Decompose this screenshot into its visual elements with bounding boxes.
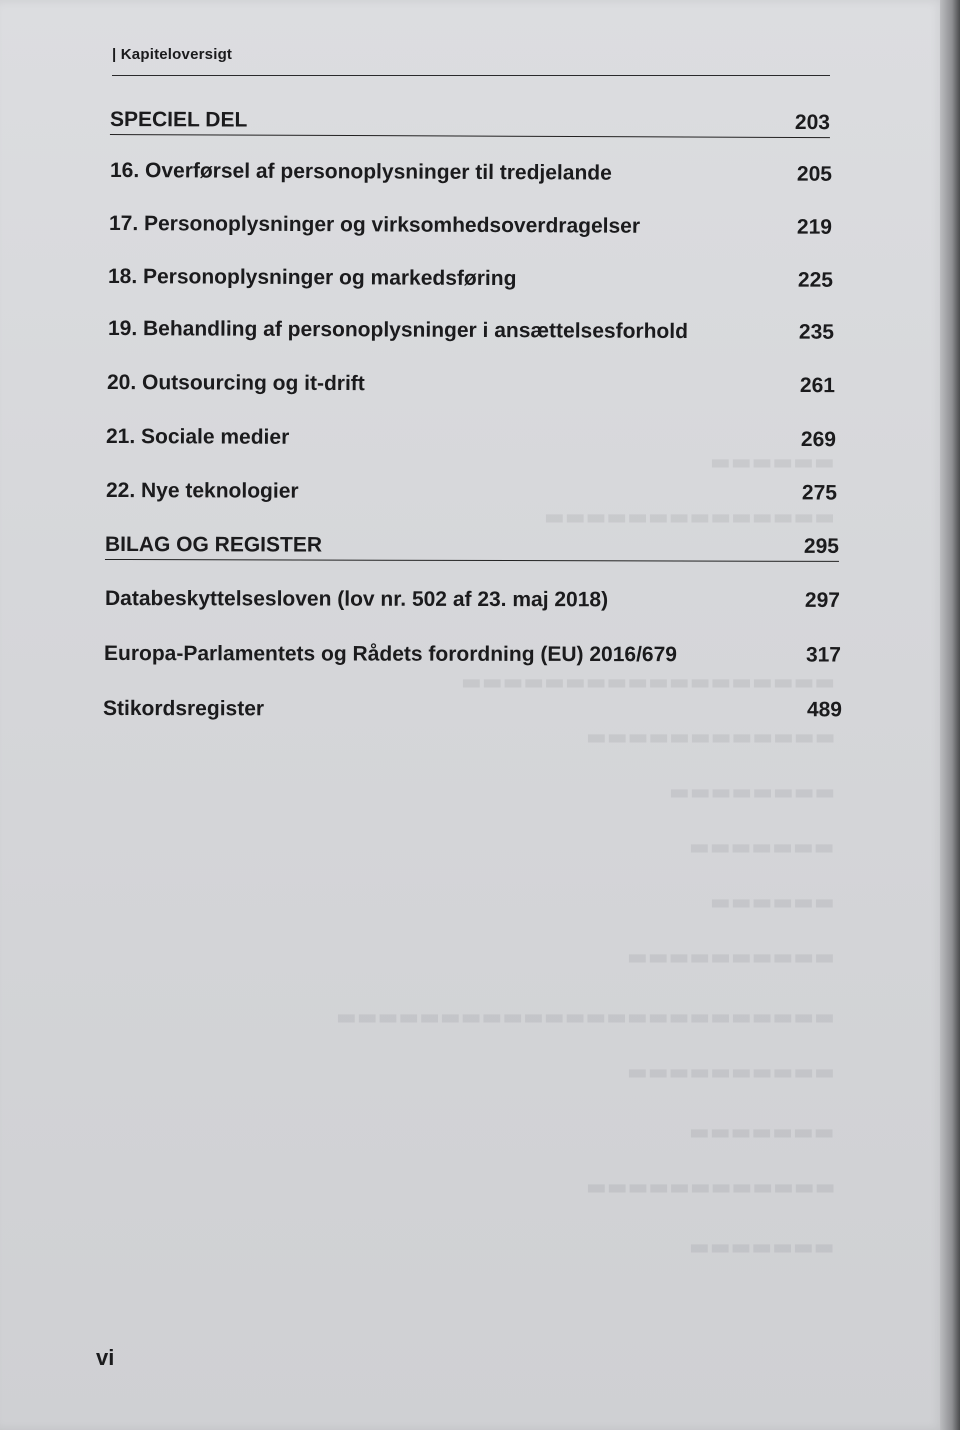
show-through-shadow: ▬▬▬▬▬▬▬▬▬▬▬▬▬▬▬▬▬▬▬▬▬▬▬▬	[336, 1005, 835, 1030]
toc-entry-title: 22. Nye teknologier	[105, 479, 299, 503]
show-through-shadow: ▬▬▬▬▬▬▬▬▬▬▬▬	[585, 1175, 835, 1200]
toc-entry-title: 21. Sociale medier	[105, 425, 290, 449]
toc-entry-title: Stikordsregister	[102, 697, 265, 721]
toc-entry-page: 275	[801, 481, 838, 505]
toc-entry[interactable]	[104, 640, 841, 670]
toc-entry[interactable]	[109, 210, 832, 242]
page-number: vi	[96, 1345, 115, 1370]
toc-entry-page: 219	[796, 215, 833, 239]
toc-entry[interactable]	[107, 369, 835, 400]
toc-entry-page: 269	[800, 428, 837, 452]
toc-entry-page: 225	[797, 268, 834, 292]
show-through-shadow: ▬▬▬▬▬▬▬▬▬▬▬▬▬▬▬▬▬▬	[460, 670, 835, 695]
show-through-shadow: ▬▬▬▬▬▬▬▬	[668, 780, 835, 805]
show-through-shadow: ▬▬▬▬▬▬▬▬▬▬▬▬▬▬	[543, 505, 835, 530]
show-through-shadow: ▬▬▬▬▬▬▬▬▬▬	[627, 1060, 835, 1085]
toc-entry[interactable]	[108, 315, 834, 347]
toc-entry[interactable]	[108, 263, 833, 295]
toc-section-title: SPECIEL DEL	[109, 108, 248, 132]
toc-entry-page: 317	[805, 643, 842, 667]
toc-entry-title: 20. Outsourcing og it-drift	[106, 371, 365, 396]
toc-section-page: 295	[803, 534, 840, 558]
toc-entry-page: 489	[806, 698, 843, 722]
toc-section-heading[interactable]	[105, 531, 839, 562]
toc-section-heading[interactable]	[110, 106, 830, 138]
show-through-shadow: ▬▬▬▬▬▬▬	[689, 1235, 835, 1260]
show-through-shadow: ▬▬▬▬▬▬▬	[689, 1120, 835, 1145]
show-through-shadow: ▬▬▬▬▬▬▬▬▬▬▬▬	[585, 725, 835, 750]
toc-entry[interactable]	[106, 423, 836, 454]
running-header-label: | Kapiteloversigt	[112, 46, 233, 63]
toc-entry[interactable]	[105, 585, 840, 615]
toc-entry-title: Europa-Parlamentets og Rådets forordning (EU) 2016/679	[103, 642, 677, 667]
show-through-shadow: ▬▬▬▬▬▬▬	[689, 835, 835, 860]
toc-entry-title: Databeskyttelsesloven (lov nr. 502 af 23. maj 2018)	[104, 587, 609, 612]
toc-entry-page: 261	[799, 374, 836, 398]
toc-entry-title: 18. Personoplysninger og markedsføring	[107, 265, 517, 291]
page-edge-shadow	[940, 0, 960, 1430]
toc-entry-title: 17. Personoplysninger og virksomhedsoverdragelser	[108, 212, 641, 238]
toc-section-page: 203	[794, 110, 831, 135]
toc-entry-page: 235	[798, 320, 835, 344]
toc-entry[interactable]	[110, 157, 832, 189]
toc-entry-page: 297	[804, 588, 841, 612]
toc-entry-title: 16. Overførsel af personoplysninger til tredjelande	[109, 159, 612, 185]
toc-entry[interactable]	[103, 695, 842, 724]
show-through-shadow: ▬▬▬▬▬▬▬▬▬▬	[627, 945, 835, 970]
toc-section-title: BILAG OG REGISTER	[104, 533, 323, 557]
show-through-shadow: ▬▬▬▬▬▬	[710, 890, 835, 915]
toc-entry-title: 19. Behandling af personoplysninger i ansættelsesforhold	[107, 317, 689, 344]
show-through-shadow: ▬▬▬▬▬▬	[710, 450, 835, 475]
toc-entry[interactable]	[106, 477, 837, 508]
toc-entry-page: 205	[796, 162, 833, 186]
